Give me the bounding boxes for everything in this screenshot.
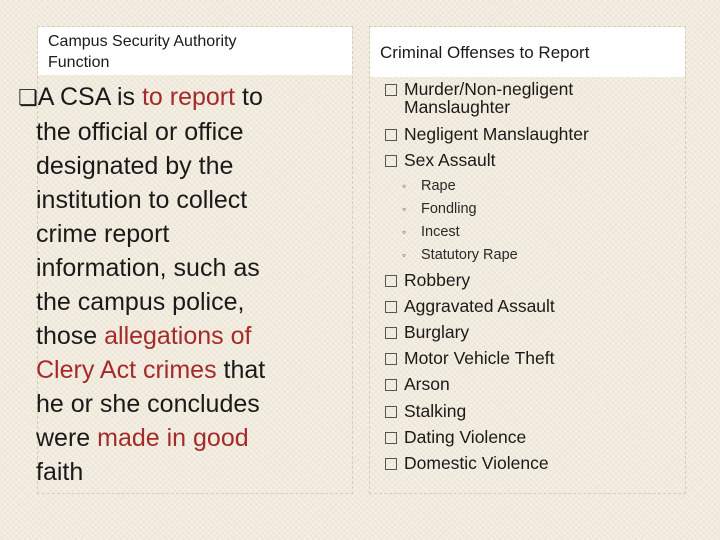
checkbox-icon — [385, 84, 397, 96]
paragraph-line-1: ❏A CSA is to report to — [18, 83, 263, 111]
sub-offense-item: ◦ Fondling — [402, 201, 477, 217]
circle-bullet-icon: ◦ — [402, 248, 407, 262]
csa-function-title-line-1: Campus Security Authority — [48, 33, 237, 50]
offense-item: Domestic Violence — [385, 453, 549, 474]
csa-function-title — [38, 27, 352, 75]
paragraph-line-12: faith — [36, 458, 84, 486]
checkbox-icon — [385, 301, 397, 313]
paragraph-line-8: those allegations of — [36, 322, 252, 350]
highlight-text: made in good — [97, 424, 249, 452]
paragraph-line-5: crime report — [36, 220, 170, 248]
checkbox-icon — [385, 155, 397, 167]
paragraph-line-3: designated by the — [36, 152, 234, 180]
offense-item: Murder/Non-negligent — [385, 79, 573, 100]
offense-item: Arson — [385, 374, 450, 395]
csa-function-title-line-2: Function — [48, 54, 110, 71]
highlight-text: to report — [141, 83, 236, 111]
highlight-text: allegations of — [104, 322, 252, 350]
highlight-text: Clery Act crimes — [36, 356, 217, 384]
paragraph-line-10: he or she concludes — [36, 390, 260, 418]
circle-bullet-icon: ◦ — [402, 225, 407, 239]
csa-function-paragraph — [18, 80, 314, 489]
paragraph-line-6: information, such as — [36, 254, 260, 282]
checkbox-icon — [385, 353, 397, 365]
offense-item: Motor Vehicle Theft — [385, 348, 554, 369]
sub-offense-item: ◦ Rape — [402, 178, 456, 194]
paragraph-line-11: were made in good — [36, 424, 249, 452]
offense-item: Sex Assault — [385, 150, 495, 171]
checkbox-icon — [385, 458, 397, 470]
paragraph-line-7: the campus police, — [36, 288, 245, 316]
bullet-box-icon: ❏ — [18, 85, 38, 110]
sub-offense-item: ◦ Incest — [402, 224, 460, 240]
sub-offense-item: ◦ Statutory Rape — [402, 247, 518, 263]
paragraph-line-2: the official or office — [36, 118, 244, 146]
offense-item: Stalking — [385, 401, 466, 422]
offense-item-continued: Manslaughter — [404, 97, 511, 117]
checkbox-icon — [385, 432, 397, 444]
offense-item: Burglary — [385, 322, 469, 343]
paragraph-line-9: Clery Act crimes that — [36, 356, 266, 384]
circle-bullet-icon: ◦ — [402, 179, 407, 193]
offense-item: Aggravated Assault — [385, 296, 555, 317]
checkbox-icon — [385, 275, 397, 287]
offense-item: Negligent Manslaughter — [385, 124, 589, 145]
offense-item: Dating Violence — [385, 427, 526, 448]
checkbox-icon — [385, 379, 397, 391]
checkbox-icon — [385, 406, 397, 418]
checkbox-icon — [385, 327, 397, 339]
offense-item: Robbery — [385, 270, 470, 291]
offenses-panel — [369, 26, 686, 494]
offenses-title: Criminal Offenses to Report — [370, 27, 685, 77]
paragraph-line-4: institution to collect — [36, 186, 248, 214]
circle-bullet-icon: ◦ — [402, 202, 407, 216]
checkbox-icon — [385, 129, 397, 141]
